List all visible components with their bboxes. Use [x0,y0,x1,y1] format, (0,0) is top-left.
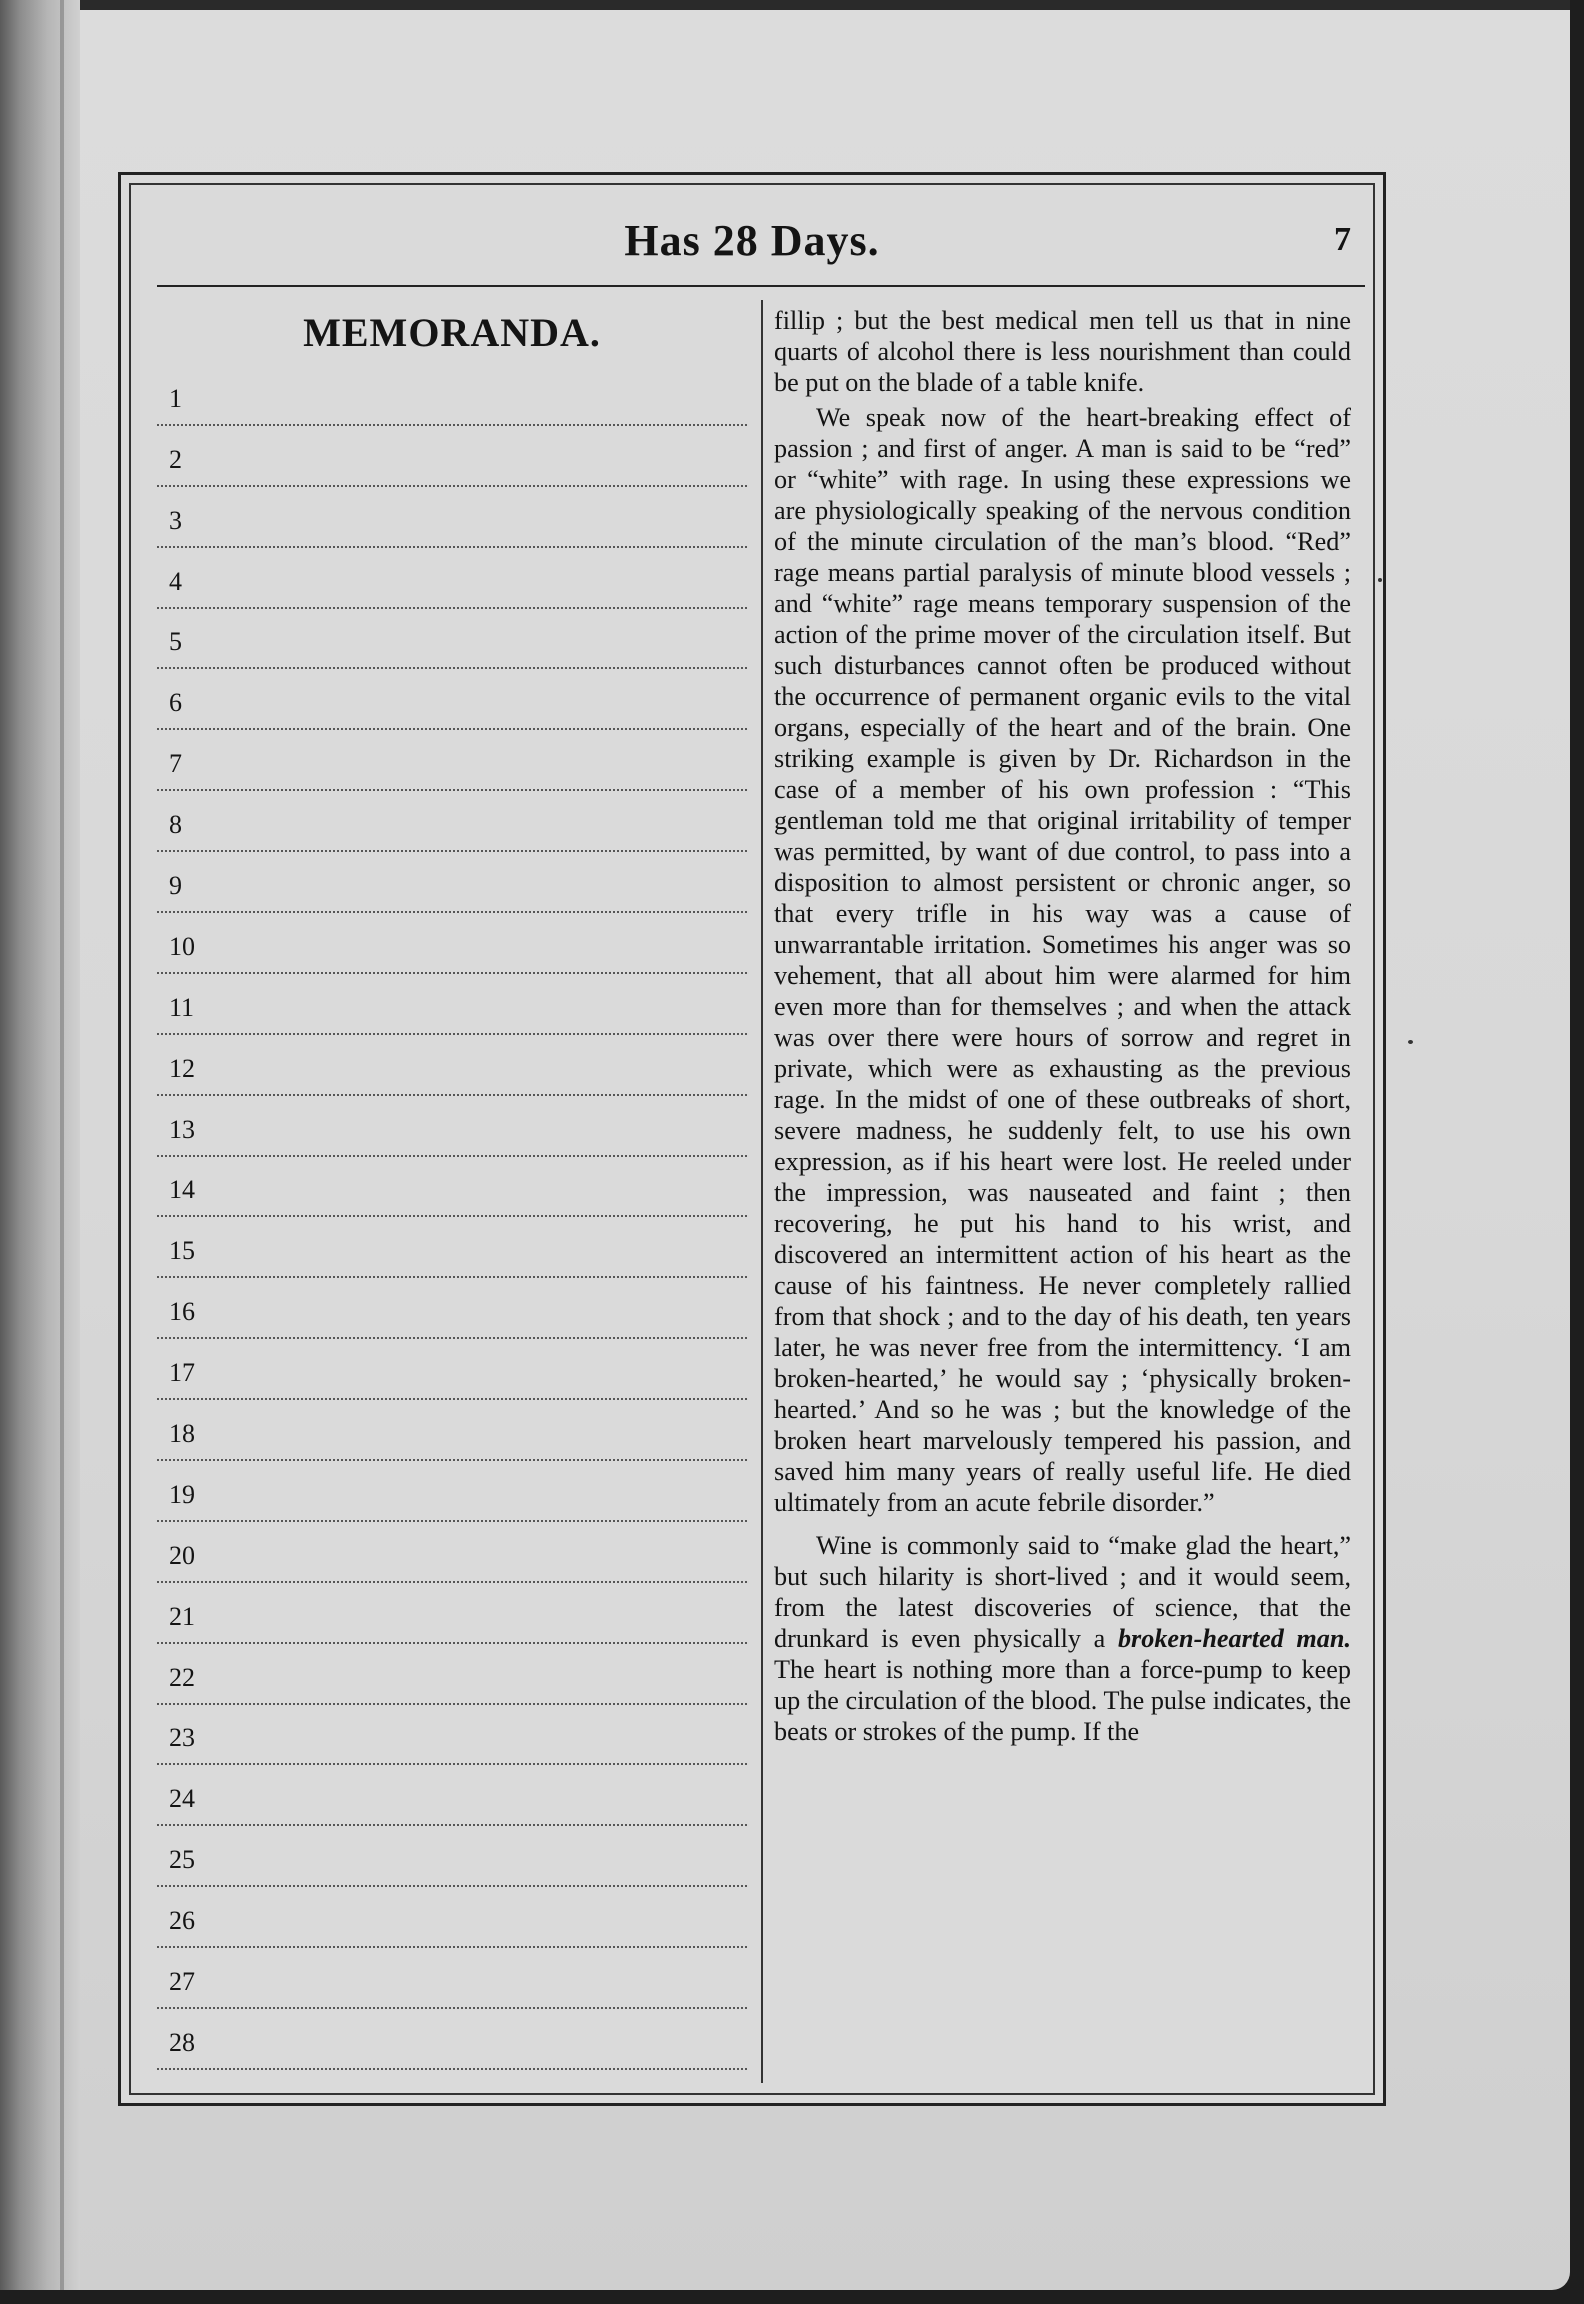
memo-line [157,609,747,670]
memo-line [157,1461,747,1522]
memo-day-number: 23 [169,1723,195,1753]
page-title: Has 28 Days. [624,216,880,265]
memo-line [157,1948,747,2009]
memo-day-number: 24 [169,1784,195,1814]
article-paragraph-1: fillip ; but the best medical men tell us that in nine quarts of alcohol there is less nourishment than could be put on the blade of a table knife. [774,306,1351,397]
article-paragraph-3 [774,1530,1351,1747]
memo-day-number: 25 [169,1845,195,1875]
column-divider [761,300,763,2083]
memo-line [157,1035,747,1096]
memo-line [157,1644,747,1705]
memo-day-number: 13 [169,1114,195,1144]
memo-line [157,791,747,852]
memo-day-number: 27 [169,1967,195,1997]
memo-line [157,669,747,730]
memo-day-number: 3 [169,505,182,535]
memo-line [157,1278,747,1339]
page-frame [118,172,1386,2106]
memo-day-number: 7 [169,749,182,779]
page-top-edge [0,0,1570,10]
print-speck [1408,1040,1413,1044]
memo-day-number: 17 [169,1358,195,1388]
memo-day-number: 21 [169,1601,195,1631]
memo-line [157,426,747,487]
memo-day-number: 15 [169,1236,195,1266]
print-speck [1378,578,1382,582]
memo-line [157,1522,747,1583]
book-spine-shadow [0,0,80,2290]
memo-day-number: 5 [169,627,182,657]
memo-line [157,1157,747,1218]
memo-day-number: 22 [169,1662,195,1692]
memo-day-number: 16 [169,1297,195,1327]
memo-line [157,1705,747,1766]
article-paragraph-3-end: The heart is nothing more than a force-pump to keep up the circulation of the blood. The pulse indicates, the beats or strokes of the pump. If the [774,1655,1351,1746]
memo-line [157,365,747,426]
article-column [774,305,1351,2083]
memo-line [157,1826,747,1887]
memo-line [157,2009,747,2070]
memo-line [157,487,747,548]
memo-line [157,1765,747,1826]
memo-line [157,1217,747,1278]
article-paragraph-2: We speak now of the heart-breaking effect of passion ; and first of anger. A man is said to be “red” or “white” with rage. In using these expressions we are physiologically speaking of the nervous condition of the minute circulation of the man’s blood. “Red” rage means partial paralysis of minute blood vessels ; and “white” rage means temporary suspension of the action of the prime mover of the circulation itself. But such disturbances cannot often be produced without the occurrence of permanent organic evils to the vital organs, especially of the heart and of the brain. One striking example is given by Dr. Richardson in the case of a member of his own profession : “This gentleman told me that original irritability of temper was permitted, by want of due control, to pass into a disposition to almost persistent or chronic anger, so that every trifle in his way was a cause of unwarrantable irritation. Sometimes his anger was so vehement, that all about him were alarmed for him even more than for themselves ; and when the attack was over there were hours of sorrow and regret in private, which were as exhausting as the previous rage. In the midst of one of these outbreaks of short, severe madness, he suddenly felt, to use his own expression, as if his heart were lost. He reeled under the impression, was nauseated and faint ; then recovering, he put his hand to his wrist, and discovered an intermittent action of his heart as the cause of his faintness. He never completely rallied from that shock ; and to the day of his death, ten years later, he was never free from the intermittency. ‘I am broken-hearted,’ he would say ; ‘physically broken-hearted.’ And so he was ; but the knowledge of the broken heart marvelously tempered his passion, and saved him many years of really useful life. He died ultimately from an acute febrile disorder.” [774,403,1351,1517]
memo-line [157,852,747,913]
memo-line [157,1887,747,1948]
memo-day-number: 10 [169,931,195,961]
memo-line [157,913,747,974]
memo-day-number: 11 [169,992,195,1022]
memo-line [157,730,747,791]
page-header [131,215,1373,275]
memo-day-number: 9 [169,871,182,901]
memo-day-number: 6 [169,688,182,718]
memo-day-number: 28 [169,2027,195,2057]
memo-line [157,1096,747,1157]
memo-day-number: 26 [169,1906,195,1936]
memo-line [157,1583,747,1644]
memoranda-column [157,295,747,2083]
memo-line [157,974,747,1035]
memo-day-number: 4 [169,566,182,596]
memo-line [157,548,747,609]
memo-day-number: 14 [169,1175,195,1205]
article-italic-phrase: broken-hearted man. [1117,1624,1352,1653]
memo-day-number: 2 [169,444,182,474]
page-frame-inner [129,183,1375,2095]
memo-day-number: 8 [169,810,182,840]
memo-day-number: 19 [169,1479,195,1509]
article-paragraph-3-start: Wine is commonly said to “make glad the heart,” but such hilarity is short-lived ; and it would seem, from the latest discoveries of science, that the drunkard is even physically a [774,1531,1351,1653]
memo-line [157,1339,747,1400]
memo-day-number: 20 [169,1540,195,1570]
spine-crease [60,0,64,2290]
memo-day-number: 1 [169,383,182,413]
page-number: 7 [1334,221,1351,258]
memo-day-number: 18 [169,1419,195,1449]
header-rule [157,285,1365,287]
memo-line [157,1400,747,1461]
memoranda-title: MEMORANDA. [303,310,601,355]
memo-day-number: 12 [169,1053,195,1083]
memoranda-lines [157,365,747,2070]
